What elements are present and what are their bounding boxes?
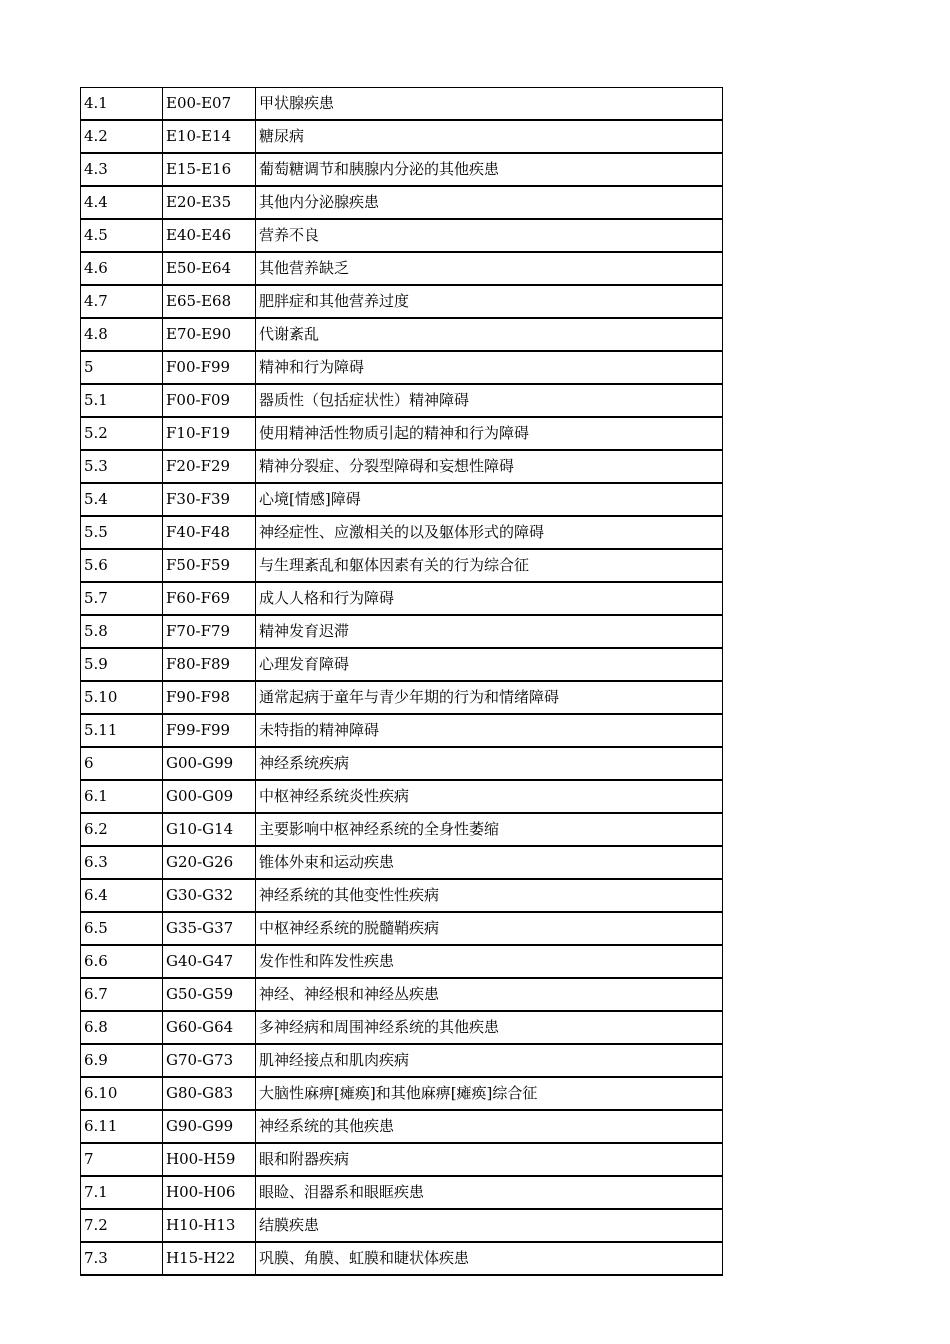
icd-code-cell: F10-F19 [163, 417, 256, 450]
icd-code-cell: G10-G14 [163, 813, 256, 846]
table-row [81, 384, 723, 417]
icd-code-cell: F00-F09 [163, 384, 256, 417]
row-number-cell: 4.8 [81, 318, 163, 351]
icd-code-cell: F60-F69 [163, 582, 256, 615]
icd-code-cell: F50-F59 [163, 549, 256, 582]
disease-name-cell: 神经、神经根和神经丛疾患 [256, 978, 723, 1011]
disease-name-cell: 中枢神经系统的脱髓鞘疾病 [256, 912, 723, 945]
row-number-cell: 5.8 [81, 615, 163, 648]
disease-name-cell: 与生理紊乱和躯体因素有关的行为综合征 [256, 549, 723, 582]
disease-name-cell: 糖尿病 [256, 120, 723, 153]
icd-code-cell: G60-G64 [163, 1011, 256, 1044]
disease-name-cell: 多神经病和周围神经系统的其他疾患 [256, 1011, 723, 1044]
icd-code-cell: F80-F89 [163, 648, 256, 681]
row-number-cell: 5.3 [81, 450, 163, 483]
icd-code-cell: G90-G99 [163, 1110, 256, 1143]
icd-code-cell: E65-E68 [163, 285, 256, 318]
disease-name-cell: 中枢神经系统炎性疾病 [256, 780, 723, 813]
disease-name-cell: 代谢紊乱 [256, 318, 723, 351]
table-row [81, 945, 723, 978]
table-row [81, 153, 723, 186]
row-number-cell: 5.6 [81, 549, 163, 582]
disease-name-cell: 使用精神活性物质引起的精神和行为障碍 [256, 417, 723, 450]
disease-name-cell: 巩膜、角膜、虹膜和睫状体疾患 [256, 1242, 723, 1275]
icd-chapter-table [80, 87, 723, 1276]
icd-code-cell: H00-H06 [163, 1176, 256, 1209]
table-row [81, 318, 723, 351]
disease-name-cell: 器质性（包括症状性）精神障碍 [256, 384, 723, 417]
table-row [81, 780, 723, 813]
icd-code-cell: F70-F79 [163, 615, 256, 648]
icd-code-cell: G00-G09 [163, 780, 256, 813]
table-row [81, 1209, 723, 1242]
row-number-cell: 6.5 [81, 912, 163, 945]
row-number-cell: 4.5 [81, 219, 163, 252]
row-number-cell: 6.6 [81, 945, 163, 978]
row-number-cell: 6.10 [81, 1077, 163, 1110]
table-row [81, 978, 723, 1011]
icd-code-cell: H10-H13 [163, 1209, 256, 1242]
disease-name-cell: 精神发育迟滞 [256, 615, 723, 648]
icd-code-cell: G30-G32 [163, 879, 256, 912]
disease-name-cell: 神经系统的其他变性性疾病 [256, 879, 723, 912]
row-number-cell: 6.2 [81, 813, 163, 846]
disease-name-cell: 葡萄糖调节和胰腺内分泌的其他疾患 [256, 153, 723, 186]
disease-name-cell: 神经系统疾病 [256, 747, 723, 780]
table-row [81, 813, 723, 846]
disease-name-cell: 神经系统的其他疾患 [256, 1110, 723, 1143]
disease-name-cell: 结膜疾患 [256, 1209, 723, 1242]
table-row [81, 1077, 723, 1110]
disease-name-cell: 其他内分泌腺疾患 [256, 186, 723, 219]
icd-code-cell: E00-E07 [163, 88, 256, 121]
table-row [81, 285, 723, 318]
table-row [81, 483, 723, 516]
row-number-cell: 5.9 [81, 648, 163, 681]
row-number-cell: 5.4 [81, 483, 163, 516]
disease-name-cell: 主要影响中枢神经系统的全身性萎缩 [256, 813, 723, 846]
table-row [81, 1044, 723, 1077]
icd-code-cell: E10-E14 [163, 120, 256, 153]
icd-code-cell: F40-F48 [163, 516, 256, 549]
disease-name-cell: 神经症性、应激相关的以及躯体形式的障碍 [256, 516, 723, 549]
disease-name-cell: 心境[情感]障碍 [256, 483, 723, 516]
row-number-cell: 7.3 [81, 1242, 163, 1275]
disease-name-cell: 眼睑、泪器系和眼眶疾患 [256, 1176, 723, 1209]
disease-name-cell: 未特指的精神障碍 [256, 714, 723, 747]
disease-name-cell: 心理发育障碍 [256, 648, 723, 681]
icd-code-cell: E20-E35 [163, 186, 256, 219]
row-number-cell: 7.1 [81, 1176, 163, 1209]
icd-code-cell: G80-G83 [163, 1077, 256, 1110]
row-number-cell: 5.7 [81, 582, 163, 615]
row-number-cell: 4.3 [81, 153, 163, 186]
table-row [81, 747, 723, 780]
row-number-cell: 6 [81, 747, 163, 780]
row-number-cell: 6.7 [81, 978, 163, 1011]
disease-name-cell: 通常起病于童年与青少年期的行为和情绪障碍 [256, 681, 723, 714]
table-row [81, 219, 723, 252]
icd-code-cell: H00-H59 [163, 1143, 256, 1176]
row-number-cell: 4.2 [81, 120, 163, 153]
table-row [81, 648, 723, 681]
icd-code-cell: E15-E16 [163, 153, 256, 186]
table-row [81, 351, 723, 384]
row-number-cell: 5 [81, 351, 163, 384]
disease-name-cell: 精神分裂症、分裂型障碍和妄想性障碍 [256, 450, 723, 483]
row-number-cell: 4.1 [81, 88, 163, 121]
icd-code-cell: G35-G37 [163, 912, 256, 945]
row-number-cell: 5.10 [81, 681, 163, 714]
icd-code-cell: G40-G47 [163, 945, 256, 978]
table-row [81, 450, 723, 483]
row-number-cell: 5.11 [81, 714, 163, 747]
table-row [81, 1242, 723, 1275]
row-number-cell: 6.4 [81, 879, 163, 912]
icd-code-cell: G20-G26 [163, 846, 256, 879]
row-number-cell: 6.3 [81, 846, 163, 879]
row-number-cell: 4.4 [81, 186, 163, 219]
table-row [81, 549, 723, 582]
icd-code-cell: G70-G73 [163, 1044, 256, 1077]
icd-code-cell: F90-F98 [163, 681, 256, 714]
icd-code-cell: E50-E64 [163, 252, 256, 285]
table-row [81, 120, 723, 153]
icd-code-cell: G50-G59 [163, 978, 256, 1011]
disease-name-cell: 眼和附器疾病 [256, 1143, 723, 1176]
row-number-cell: 7 [81, 1143, 163, 1176]
row-number-cell: 7.2 [81, 1209, 163, 1242]
row-number-cell: 5.5 [81, 516, 163, 549]
table-row [81, 846, 723, 879]
table-row [81, 912, 723, 945]
row-number-cell: 6.1 [81, 780, 163, 813]
disease-name-cell: 精神和行为障碍 [256, 351, 723, 384]
disease-name-cell: 大脑性麻痹[瘫痪]和其他麻痹[瘫痪]综合征 [256, 1077, 723, 1110]
disease-name-cell: 甲状腺疾患 [256, 88, 723, 121]
table-row [81, 681, 723, 714]
disease-name-cell: 发作性和阵发性疾患 [256, 945, 723, 978]
icd-code-cell: E40-E46 [163, 219, 256, 252]
disease-name-cell: 其他营养缺乏 [256, 252, 723, 285]
table-row [81, 1143, 723, 1176]
table-row [81, 582, 723, 615]
table-row [81, 879, 723, 912]
table-row [81, 714, 723, 747]
row-number-cell: 4.6 [81, 252, 163, 285]
table-row [81, 417, 723, 450]
table-row [81, 1011, 723, 1044]
table-body [81, 88, 723, 1276]
row-number-cell: 6.9 [81, 1044, 163, 1077]
table-row [81, 88, 723, 121]
disease-name-cell: 锥体外束和运动疾患 [256, 846, 723, 879]
disease-name-cell: 营养不良 [256, 219, 723, 252]
row-number-cell: 5.2 [81, 417, 163, 450]
row-number-cell: 4.7 [81, 285, 163, 318]
table-row [81, 186, 723, 219]
row-number-cell: 6.11 [81, 1110, 163, 1143]
icd-code-cell: G00-G99 [163, 747, 256, 780]
table-row [81, 1110, 723, 1143]
disease-name-cell: 肌神经接点和肌肉疾病 [256, 1044, 723, 1077]
table-row [81, 252, 723, 285]
disease-name-cell: 成人人格和行为障碍 [256, 582, 723, 615]
disease-name-cell: 肥胖症和其他营养过度 [256, 285, 723, 318]
icd-code-cell: H15-H22 [163, 1242, 256, 1275]
icd-code-cell: E70-E90 [163, 318, 256, 351]
icd-code-cell: F20-F29 [163, 450, 256, 483]
row-number-cell: 6.8 [81, 1011, 163, 1044]
table-row [81, 516, 723, 549]
icd-code-cell: F00-F99 [163, 351, 256, 384]
table-row [81, 615, 723, 648]
table-row [81, 1176, 723, 1209]
icd-code-cell: F99-F99 [163, 714, 256, 747]
icd-code-cell: F30-F39 [163, 483, 256, 516]
row-number-cell: 5.1 [81, 384, 163, 417]
